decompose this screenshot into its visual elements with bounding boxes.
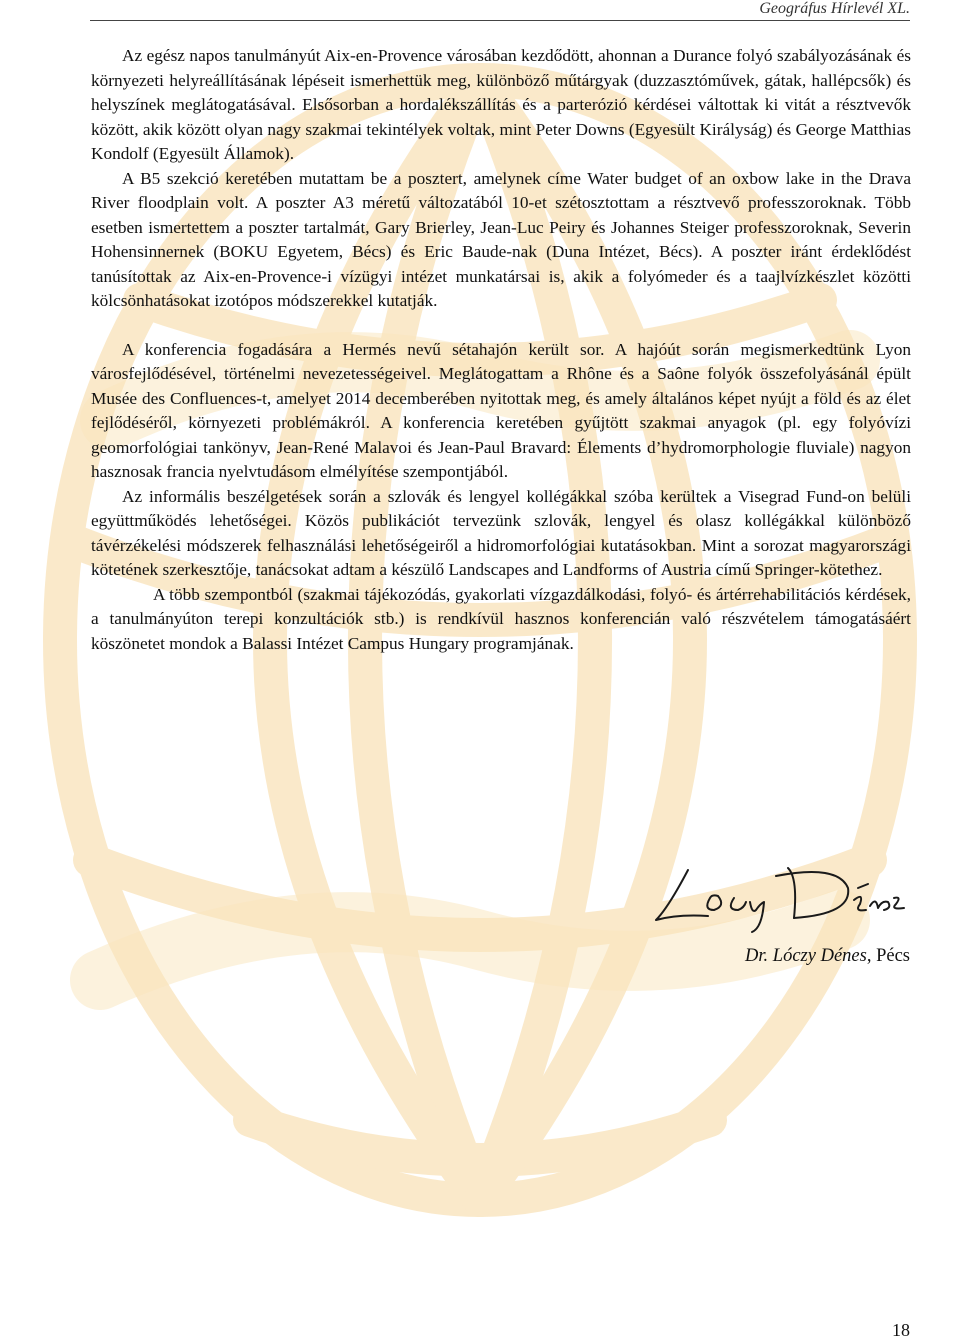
author-place: , Pécs [866, 946, 910, 966]
author-line [745, 946, 910, 967]
paragraph-1: Az egész napos tanulmányút Aix-en-Provence városában kezdődött, ahonnan a Durance folyó szabályozásának és környezeti helyreállításának lépéseit ismerhettük meg, különböző műtárgyak (duzzasztóművek, gátak, hallépcsők) és helyszínek meglátogatásával. Elsősorban a hordalékszállítás és a parterózió kérdései váltottak ki vitát a résztvevők között, akik között olyan nagy szakmai tekintélyek voltak, mint Peter Downs (Egyesült Királyság) és George Matthias Kondolf (Egyesült Államok). [91, 46, 911, 163]
paragraph-4: Az informális beszélgetések során a szlovák és lengyel kollégákkal szóba kerültek a Visegrad Fund-on belüli együttműködés lehetőségei. Közös publikációt tervezünk szlovák, lengyel és olasz kollégákkal különböző távérzékelési módszerek felhasználási lehetőségeiről a hidromorfológiai kutatásokban. Mint a sorozat magyarországi kötetének szerkesztője, tanácsokat adtam a készülő Landscapes and Landforms of Austria című Springer-kötethez. [91, 486, 911, 579]
article-body [91, 44, 911, 656]
paragraph-3: A konferencia fogadására a Hermés nevű sétahajón került sor. A hajóút során megismerkedtünk Lyon városfejlődésével, történelmi nevezetességeivel. Meglátogattam a Rhône és a Saône folyók összefolyásánál épült Musée des Confluences-t, amelyet 2014 decemberében nyitottak meg, és amely általános képet nyújt a föld és az élet fejlődéséről, környezeti problémákról. A konferencia keretében gyűjtött szakmai anyagok (pl. egy folyóvízi geomorfológiai tankönyv, Jean-René Malavoi és Jean-Paul Bravard: Élements d’hydromorphologie fluviale) nagyon hasznosak francia nyelvtudásom elmélyítése szempontjából. [91, 339, 911, 481]
handwritten-signature-icon [648, 858, 912, 934]
page-number: 18 [892, 1320, 910, 1340]
running-header [90, 0, 910, 21]
running-title: Geográfus Hírlevél XL. [759, 0, 910, 17]
author-name: Dr. Lóczy Dénes [745, 946, 867, 966]
paragraph-2: A B5 szekció keretében mutattam be a posztert, amelynek címe Water budget of an oxbow lake in the Drava River floodplain volt. A poszter A3 méretű változatából 10-et szétosztottam a résztvevő professzoroknak. Több esetben ismertettem a poszter tartalmát, Gary Brierley, Jean-Luc Peiry és Johannes Steiger professzoroknak, Severin Hohensinnernek (BOKU Egyetem, Bécs) és Eric Baude-nak (Duna Intézet, Bécs). A poszter iránt érdeklődést tanúsítottak az Aix-en-Provence-i vízügyi intézet munkatársai is, akik a folyómeder és a taajlvízkészlet közötti kölcsönhatásokat izotópos módszerekkel kutatják. [91, 168, 911, 310]
paragraph-5: A több szempontból (szakmai tájékozódás, gyakorlati vízgazdálkodási, folyó- és ártérrehabilitációs kérdések, a tanulmányúton terepi konzultációk stb.) is rendkívül hasznos konferencián való részvételem támogatásáért köszönetet mondok a Balassi Intézet Campus Hungary programjának. [91, 584, 911, 653]
